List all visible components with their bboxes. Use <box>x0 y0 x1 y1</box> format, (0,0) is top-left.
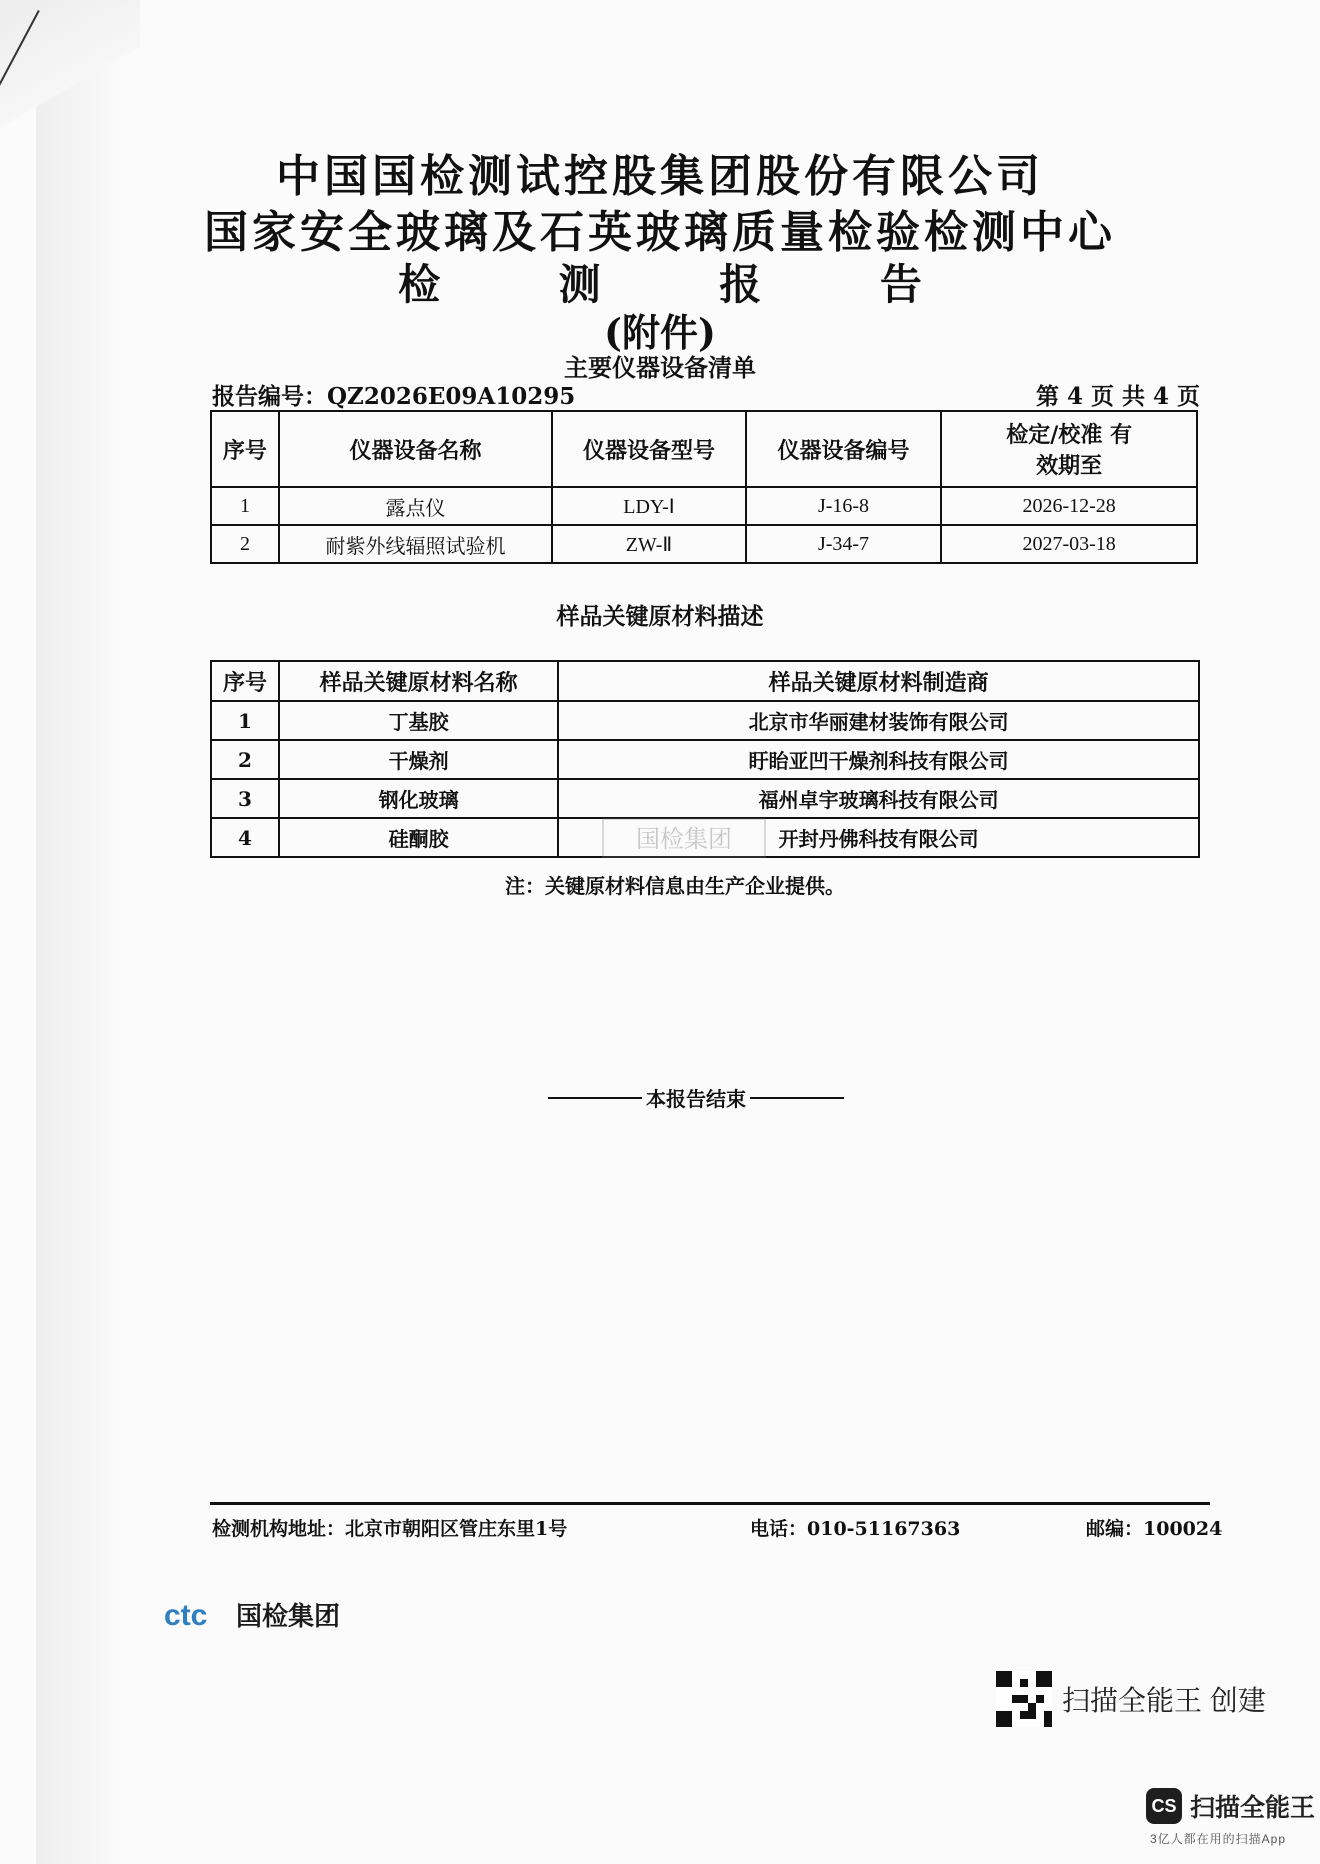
cell-model: LDY-Ⅰ <box>552 487 746 525</box>
scanner-watermark <box>996 1670 1266 1728</box>
scanner-badge <box>1146 1788 1315 1824</box>
footer-address: 检测机构地址：北京市朝阳区管庄东里1号 <box>212 1518 568 1540</box>
table-row <box>211 740 1199 779</box>
stamp-watermark <box>602 818 766 858</box>
note: 注：关键原材料信息由生产企业提供。 <box>505 874 845 898</box>
report-end <box>548 1083 844 1112</box>
cell-manufacturer: 盱眙亚凹干燥剂科技有限公司 <box>558 740 1199 779</box>
col-header-material: 样品关键原材料名称 <box>279 661 558 701</box>
cell-manufacturer: 开封丹佛科技有限公司 <box>558 818 1199 857</box>
col-header-name: 仪器设备名称 <box>279 411 552 487</box>
col-header-valid-until: 检定/校准 有效期至 <box>941 411 1197 487</box>
cell-date: 2026-12-28 <box>941 487 1197 525</box>
cell-index: 4 <box>211 818 279 857</box>
cell-model: ZW-Ⅱ <box>552 525 746 563</box>
divider <box>548 1097 642 1099</box>
cell-material: 钢化玻璃 <box>279 779 558 818</box>
cell-manufacturer: 福州卓宇玻璃科技有限公司 <box>558 779 1199 818</box>
col-header-manufacturer: 样品关键原材料制造商 <box>558 661 1199 701</box>
cell-index: 1 <box>211 487 279 525</box>
scanner-badge-label: 扫描全能王 <box>1190 1794 1316 1822</box>
table-row <box>211 487 1197 525</box>
table-header-row <box>211 411 1197 487</box>
table-header-row <box>211 661 1199 701</box>
table-row <box>211 701 1199 740</box>
center-title: 国家安全玻璃及石英玻璃质量检验检测中心 <box>204 207 1116 258</box>
cell-index: 1 <box>211 701 279 740</box>
divider <box>750 1097 844 1099</box>
table-row <box>211 779 1199 818</box>
cell-number: J-34-7 <box>746 525 942 563</box>
report-number: 报告编号：QZ2026E09A10295 <box>212 383 576 410</box>
equipment-section-title: 主要仪器设备清单 <box>564 353 756 382</box>
table-row <box>211 525 1197 563</box>
ctc-logo <box>164 1596 340 1633</box>
scanner-created-label: 扫描全能王 创建 <box>1062 1685 1266 1716</box>
footer-postcode: 邮编：100024 <box>1086 1518 1223 1540</box>
page-number: 第 4 页 共 4 页 <box>1035 383 1200 410</box>
stamp-watermark-text: 国检集团 <box>636 825 732 853</box>
svg-text:ctc: ctc <box>164 1599 208 1630</box>
cell-index: 3 <box>211 779 279 818</box>
cell-name: 露点仪 <box>279 487 552 525</box>
materials-section-title: 样品关键原材料描述 <box>556 603 764 630</box>
equipment-table <box>210 410 1198 564</box>
col-header-model: 仪器设备型号 <box>552 411 746 487</box>
company-title: 中国国检测试控股集团股份有限公司 <box>276 151 1044 202</box>
cell-material: 干燥剂 <box>279 740 558 779</box>
cell-material: 硅酮胶 <box>279 818 558 857</box>
col-header-index: 序号 <box>211 411 279 487</box>
attachment-label: (附件) <box>604 310 716 355</box>
cell-manufacturer: 北京市华丽建材装饰有限公司 <box>558 701 1199 740</box>
cell-date: 2027-03-18 <box>941 525 1197 563</box>
cell-number: J-16-8 <box>746 487 942 525</box>
cell-index: 2 <box>211 525 279 563</box>
cell-material: 丁基胶 <box>279 701 558 740</box>
col-header-index: 序号 <box>211 661 279 701</box>
col-header-number: 仪器设备编号 <box>746 411 942 487</box>
report-end-label: 本报告结束 <box>646 1087 746 1111</box>
camscanner-icon: CS <box>1146 1788 1182 1824</box>
footer-phone: 电话：010-51167363 <box>750 1518 961 1540</box>
cell-name: 耐紫外线辐照试验机 <box>279 525 552 563</box>
ctc-logo-icon <box>164 1600 228 1630</box>
report-title: 检 测 报 告 <box>398 260 974 309</box>
footer-divider <box>210 1502 1210 1505</box>
qr-code-icon <box>996 1670 1052 1728</box>
ctc-logo-text: 国检集团 <box>236 1601 341 1631</box>
cell-index: 2 <box>211 740 279 779</box>
scanner-tagline: 3亿人都在用的扫描App <box>1150 1832 1287 1846</box>
